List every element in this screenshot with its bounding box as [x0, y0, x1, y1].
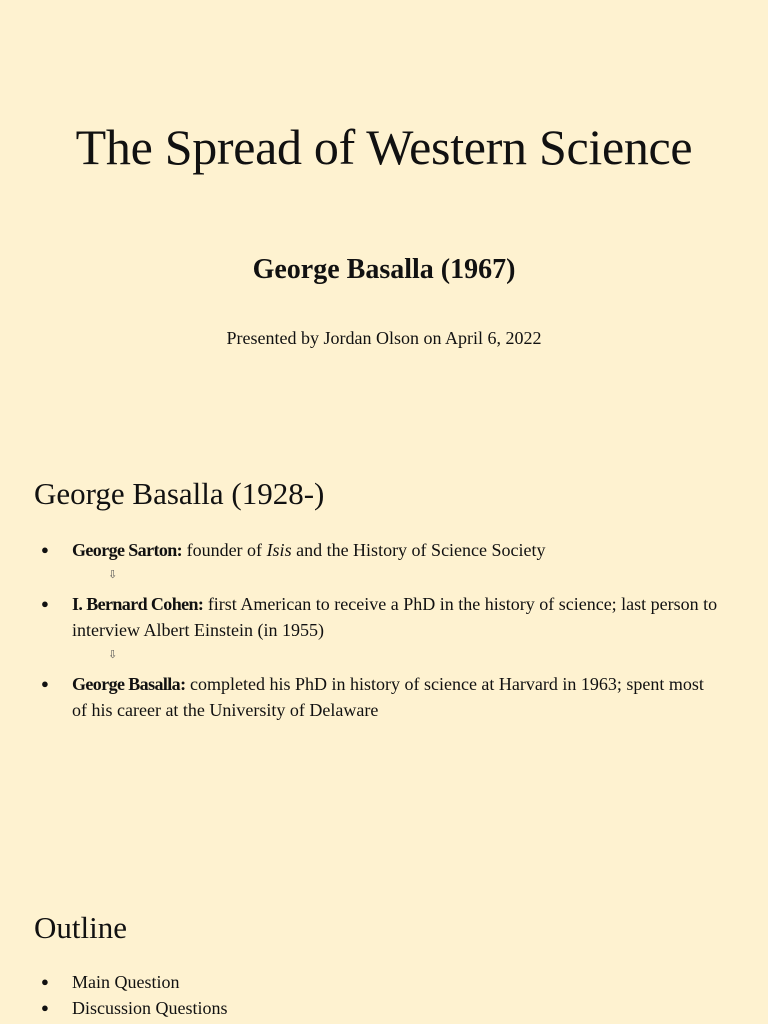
title-slide [0, 0, 768, 420]
item-text: completed his PhD in history of science at Harvard in 1963; spent most of his career at the University of Delaware [72, 674, 704, 720]
journal-title: Isis [266, 540, 292, 560]
presenter-line: Presented by Jordan Olson on April 6, 2022 [226, 328, 542, 348]
list-item-basalla [0, 671, 768, 723]
item-text: first American to receive a PhD in the history of science; last person to interview Albert Einstein (in 1955) [72, 594, 718, 640]
bullet-icon: ● [41, 1000, 49, 1015]
bio-heading: George Basalla (1928-) [34, 476, 325, 511]
bullet-icon: ● [41, 596, 49, 611]
item-text: and the History of Science Society [291, 540, 546, 560]
bullet-icon: ● [41, 974, 49, 989]
bullet-icon: ● [41, 676, 49, 691]
outline-item-label: Discussion Questions [72, 998, 228, 1018]
down-arrow-icon: ⇩ [108, 648, 118, 661]
outline-heading: Outline [34, 910, 127, 945]
lineage-list [0, 537, 768, 723]
list-item-cohen [0, 591, 768, 643]
outline-item-label: Main Question [72, 972, 180, 992]
person-name: George Sarton: [72, 540, 183, 560]
list-item [0, 995, 768, 1021]
author-subtitle: George Basalla (1967) [252, 254, 516, 285]
outline-list [0, 969, 768, 1021]
person-name: George Basalla: [72, 674, 186, 694]
down-arrow-icon: ⇩ [108, 568, 118, 581]
presentation-title: The Spread of Western Science [75, 119, 693, 175]
person-name: I. Bernard Cohen: [72, 594, 204, 614]
bullet-icon: ● [41, 542, 49, 557]
item-text: founder of [182, 540, 267, 560]
list-item-sarton [0, 537, 768, 563]
list-item [0, 969, 768, 995]
